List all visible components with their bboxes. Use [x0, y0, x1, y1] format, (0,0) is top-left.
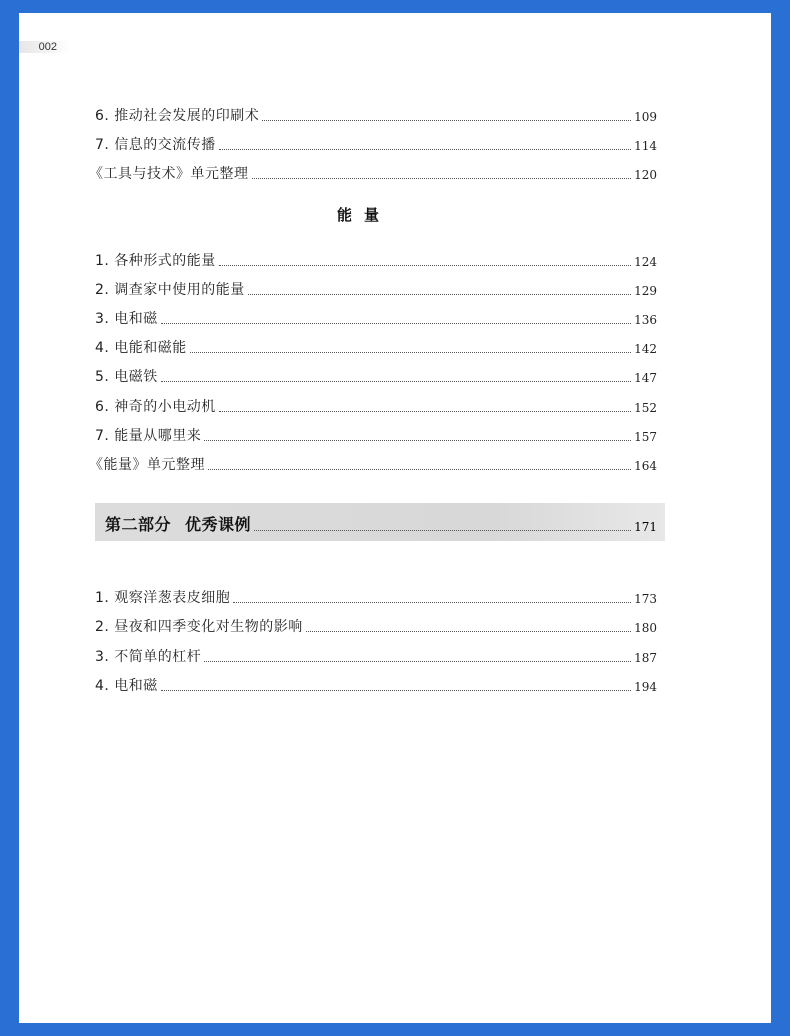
toc-entry-page: 194	[634, 680, 657, 694]
toc-entry[interactable]	[95, 392, 657, 416]
toc-entry-unit-summary[interactable]	[89, 450, 657, 474]
toc-entry-page: 180	[634, 621, 657, 635]
toc-entry[interactable]	[95, 130, 657, 154]
dot-leader	[161, 380, 631, 382]
toc-entry-title: 5. 电磁铁	[95, 369, 158, 385]
part-label: 第二部分	[105, 515, 172, 534]
toc-entry-title: 3. 不简单的杠杆	[95, 649, 202, 665]
toc-entry-page: 157	[634, 430, 657, 444]
toc-entry-title: 《能量》单元整理	[89, 457, 205, 473]
toc-entry-title: 《工具与技术》单元整理	[89, 166, 249, 182]
toc-entry-page: 147	[634, 371, 657, 385]
toc-entry[interactable]	[95, 333, 657, 357]
toc-entry-page: 142	[634, 342, 657, 356]
toc-entry[interactable]	[95, 304, 657, 328]
toc-entry-title: 6. 推动社会发展的印刷术	[95, 108, 260, 124]
toc-entry-title: 2. 调查家中使用的能量	[95, 282, 245, 298]
toc-entry[interactable]	[95, 671, 657, 695]
page-number: 002	[19, 41, 71, 53]
dot-leader	[306, 630, 631, 632]
toc-entry-title: 3. 电和磁	[95, 311, 158, 327]
part-title: 优秀课例	[185, 515, 252, 534]
toc-entry-page: 129	[634, 284, 657, 298]
toc-entry[interactable]	[95, 275, 657, 299]
section-heading-energy: 能量	[336, 206, 391, 224]
toc-entry[interactable]	[95, 421, 657, 445]
dot-leader	[219, 264, 631, 266]
toc-entry-page: 109	[634, 110, 657, 124]
toc-entry-page: 187	[634, 651, 657, 665]
dot-leader	[204, 660, 631, 662]
toc-entry-title: 6. 神奇的小电动机	[95, 399, 216, 415]
toc-entry-page: 152	[634, 401, 657, 415]
dot-leader	[219, 148, 631, 150]
dot-leader	[233, 601, 631, 603]
toc-entry[interactable]	[95, 612, 657, 636]
dot-leader	[254, 529, 631, 531]
dot-leader	[161, 689, 631, 691]
dot-leader	[248, 293, 631, 295]
part-two-page: 171	[634, 520, 657, 534]
toc-entry-unit-summary[interactable]	[89, 159, 657, 183]
toc-entry[interactable]	[95, 101, 657, 125]
toc-entry-title: 2. 昼夜和四季变化对生物的影响	[95, 619, 303, 635]
toc-entry-title: 4. 电和磁	[95, 678, 158, 694]
toc-entry-page: 136	[634, 313, 657, 327]
dot-leader	[208, 468, 631, 470]
dot-leader	[161, 322, 631, 324]
dot-leader	[190, 351, 631, 353]
dot-leader	[252, 177, 632, 179]
part-two-banner[interactable]	[95, 503, 665, 541]
toc-entry-page: 120	[634, 168, 657, 182]
toc-entry[interactable]	[95, 642, 657, 666]
toc-entry[interactable]	[95, 246, 657, 270]
toc-entry[interactable]	[95, 362, 657, 386]
part-two-heading	[105, 515, 251, 535]
document-page	[19, 13, 771, 1023]
toc-entry-title: 7. 能量从哪里来	[95, 428, 202, 444]
toc-entry[interactable]	[95, 583, 657, 607]
toc-entry-title: 7. 信息的交流传播	[95, 137, 216, 153]
dot-leader	[262, 119, 631, 121]
toc-entry-title: 1. 各种形式的能量	[95, 253, 216, 269]
toc-entry-title: 1. 观察洋葱表皮细胞	[95, 590, 231, 606]
toc-entry-page: 114	[634, 139, 657, 153]
toc-entry-page: 173	[634, 592, 657, 606]
dot-leader	[219, 410, 631, 412]
toc-entry-title: 4. 电能和磁能	[95, 340, 187, 356]
toc-entry-page: 124	[634, 255, 657, 269]
toc-entry-page: 164	[634, 459, 657, 473]
dot-leader	[204, 439, 631, 441]
